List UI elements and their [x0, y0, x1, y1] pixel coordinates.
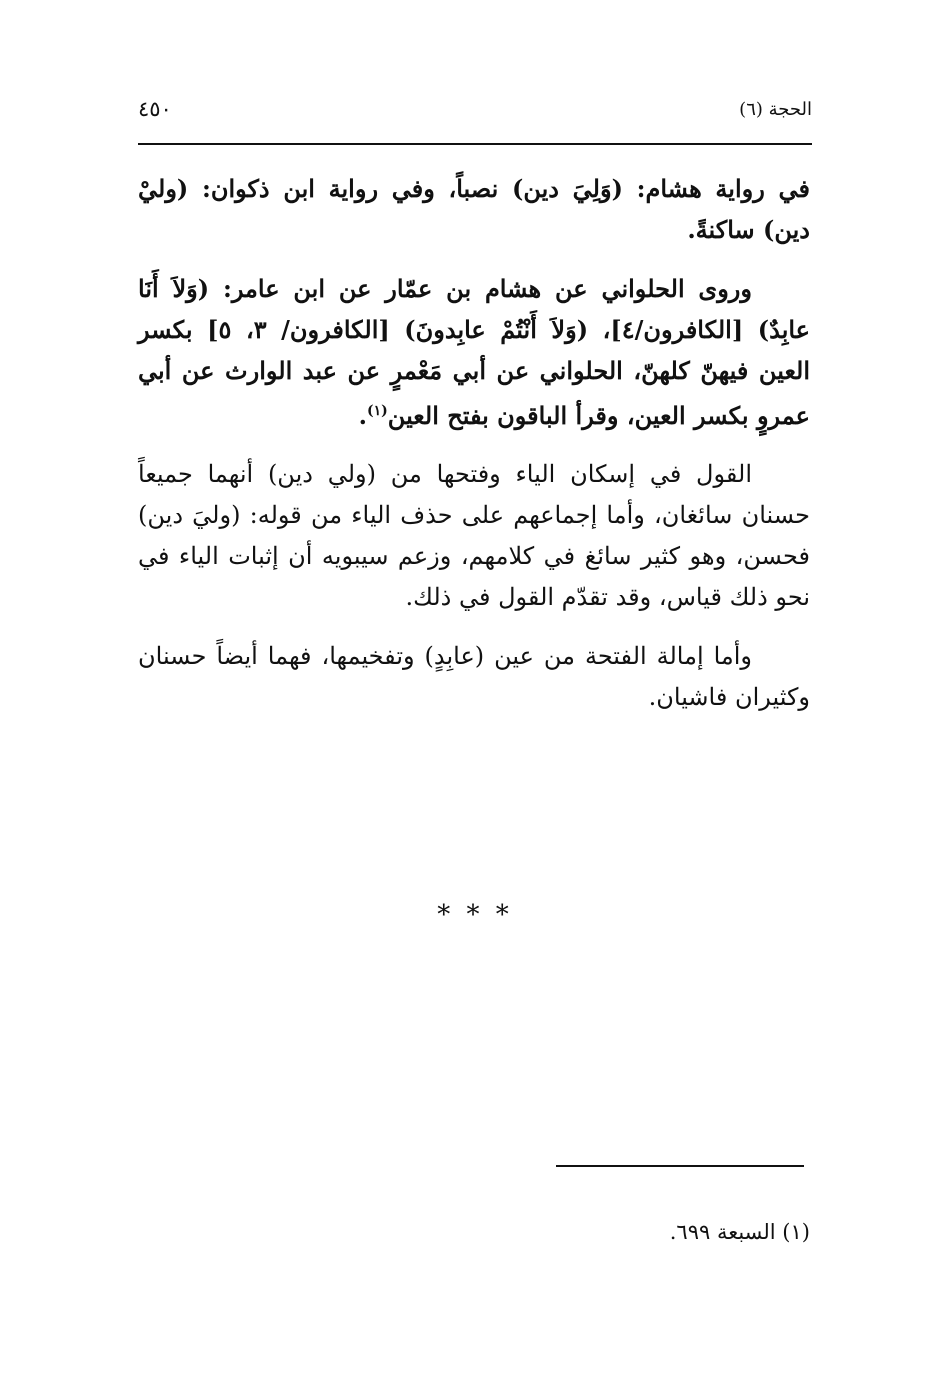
running-title: الحجة (٦) — [739, 98, 812, 120]
paragraph-4: وأما إمالة الفتحة من عين (عابِدٍ) وتفخيمها، فهما أيضاً حسنان وكثيران فاشيان. — [138, 642, 810, 711]
footnote: (١) السبعة ٦٩٩. — [669, 1220, 810, 1244]
page-body — [138, 168, 810, 736]
footnote-reference[interactable]: (١) — [367, 403, 388, 419]
page-header — [138, 92, 812, 126]
section-separator: * * * — [437, 900, 513, 930]
footnote-rule — [556, 1165, 804, 1167]
paragraph-2-text: وروى الحلواني عن هشام بن عمّار عن ابن عامر: (وَلاَ أَنَا عابِدٌ) [الكافرون/٤]، (وَلاَ أَنْتُمْ عابِدونَ) [الكافرون/ ٣، ٥] بكسر العين فيهنّ كلهنّ، الحلواني عن أبي مَعْمرٍ عن عبد الوارث عن أبي عمروٍ بكسر العين، وقرأ الباقون بفتح العين — [138, 274, 811, 430]
header-rule — [138, 143, 812, 145]
paragraph-3: القول في إسكان الياء وفتحها من (ولي دين) أنهما جميعاً حسنان سائغان، وأما إجماعهم على حذف الياء من قوله: (وليَ دين) فحسن، وهو كثير سائغ في كلامهم، وزعم سيبويه أن إثبات الياء في نحو ذلك قياس، وقد تقدّم القول في ذلك. — [138, 460, 811, 611]
paragraph-1: في رواية هشام: (وَلِيَ دين) نصباً، وفي رواية ابن ذكوان: (وليْ دين) ساكنةً. — [138, 174, 810, 244]
paragraph-2-end: . — [358, 401, 368, 430]
page-number: ٤٥٠ — [138, 97, 172, 121]
paragraph-2 — [138, 268, 810, 436]
